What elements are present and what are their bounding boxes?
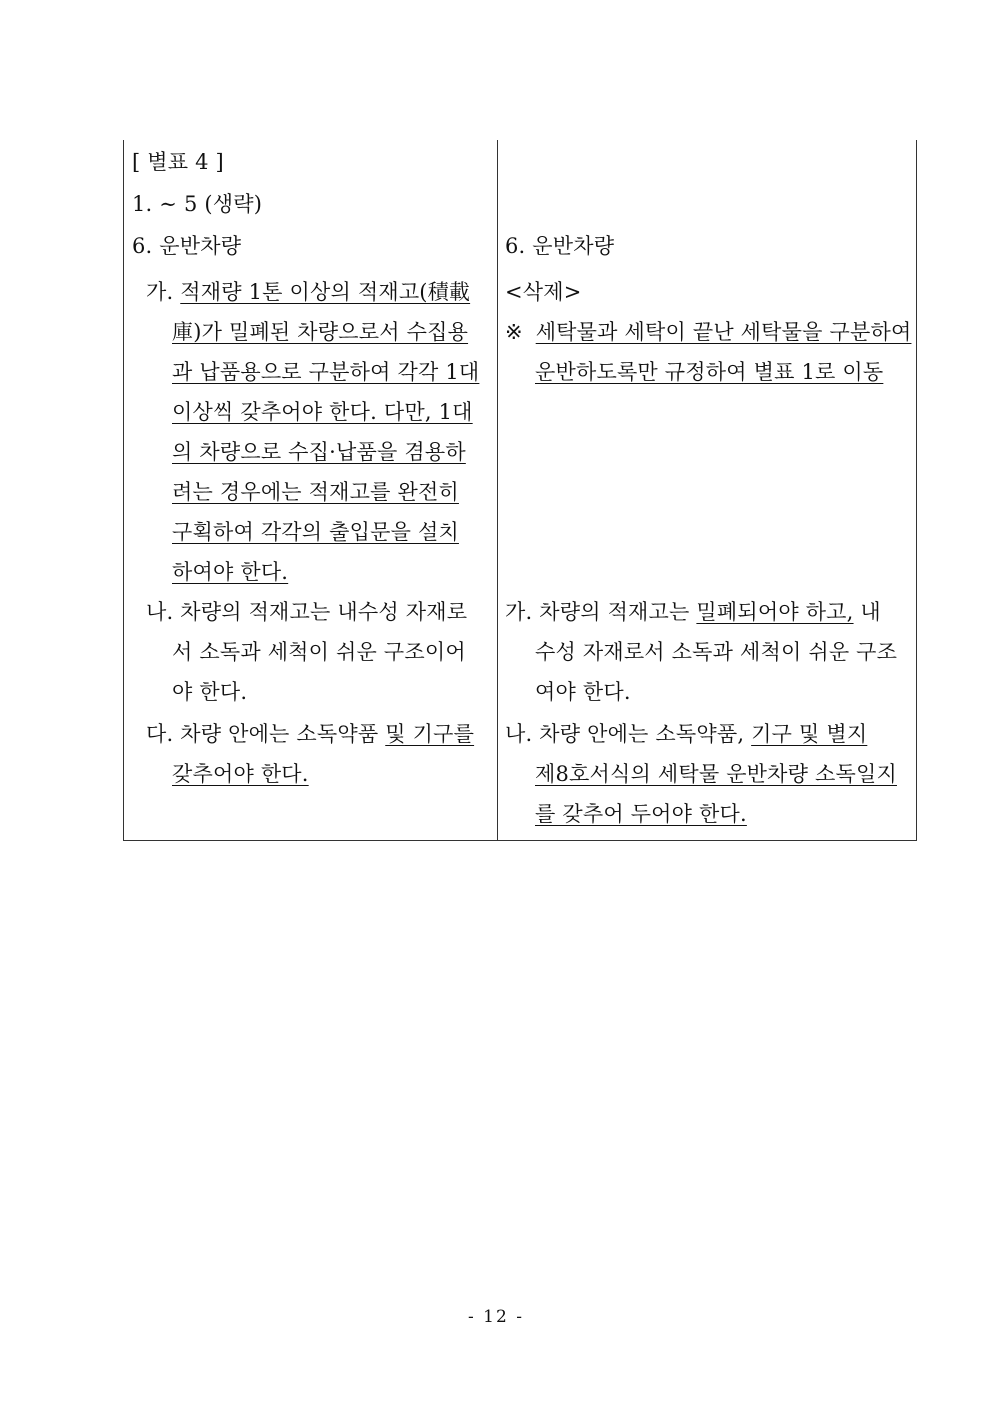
item-da-left-line-1 xyxy=(146,720,474,748)
note-text: 세탁물과 세탁이 끝난 세탁물을 구분하여 xyxy=(535,320,912,344)
item-na-left-line-2: 서 소독과 세척이 쉬운 구조이어 xyxy=(172,640,466,664)
item-ga-left-line-4: 이상씩 갖추어야 한다. 다만, 1대 xyxy=(172,400,473,424)
item-ga-left-line-5: 의 차량으로 수집·납품을 겸용하 xyxy=(172,440,466,464)
reference-mark: ※ xyxy=(505,320,523,344)
item-na-right-text: 나. 차량 안에는 소독약품, xyxy=(505,722,752,746)
item-ga-left-line-2: 庫)가 밀폐된 차량으로서 수집용 xyxy=(172,320,469,344)
note-line-2: 운반하도록만 규정하여 별표 1로 이동 xyxy=(535,360,884,384)
annex-header: [ 별표 4 ] xyxy=(132,150,224,174)
item-ga-left-line-8: 하여야 한다. xyxy=(172,560,289,584)
item-ga-right-text: 가. 차량의 적재고는 xyxy=(505,600,697,624)
item-ga-left-line-3: 과 납품용으로 구분하여 각각 1대 xyxy=(172,360,480,384)
column-divider xyxy=(497,140,498,840)
deleted-label: <삭제> xyxy=(505,280,582,304)
item-ga-text: 적재량 1톤 이상의 적재고(積載 xyxy=(180,280,471,304)
item-ga-right-line-1 xyxy=(505,598,881,626)
item-da-text: 다. 차량 안에는 소독약품 xyxy=(146,722,386,746)
comparison-table xyxy=(123,140,917,841)
item-ga-right-line-2: 수성 자재로서 소독과 세척이 쉬운 구조 xyxy=(535,640,898,664)
item-da-left-line-2: 갖추어야 한다. xyxy=(172,762,309,786)
item-ga-left-line-7: 구획하여 각각의 출입문을 설치 xyxy=(172,520,459,544)
page-number: - 12 - xyxy=(468,1307,524,1327)
item-na-right-line-1 xyxy=(505,720,867,748)
omitted-items: 1. ∼ 5 (생략) xyxy=(132,192,263,216)
item-na-right-line-3: 를 갖추어 두어야 한다. xyxy=(535,802,747,826)
section-title-right: 6. 운반차량 xyxy=(505,234,615,258)
note-line-1 xyxy=(505,318,911,346)
item-ga-right-underlined: 밀폐되어야 하고, xyxy=(696,600,854,624)
item-ga-right-tail: 내 xyxy=(853,600,881,624)
item-da-underlined: 및 기구를 xyxy=(385,722,475,746)
item-na-left-line-3: 야 한다. xyxy=(172,680,248,704)
item-ga-left-line-6: 려는 경우에는 적재고를 완전히 xyxy=(172,480,459,504)
item-na-left-line-1: 나. 차량의 적재고는 내수성 자재로 xyxy=(146,600,468,624)
item-na-right-underlined: 기구 및 별지 xyxy=(751,722,868,746)
item-na-right-line-2: 제8호서식의 세탁물 운반차량 소독일지 xyxy=(535,762,897,786)
item-ga-left-line-1 xyxy=(146,278,470,306)
section-title-left: 6. 운반차량 xyxy=(132,234,242,258)
item-ga-right-line-3: 여야 한다. xyxy=(535,680,631,704)
item-ga-marker: 가. xyxy=(146,280,174,304)
